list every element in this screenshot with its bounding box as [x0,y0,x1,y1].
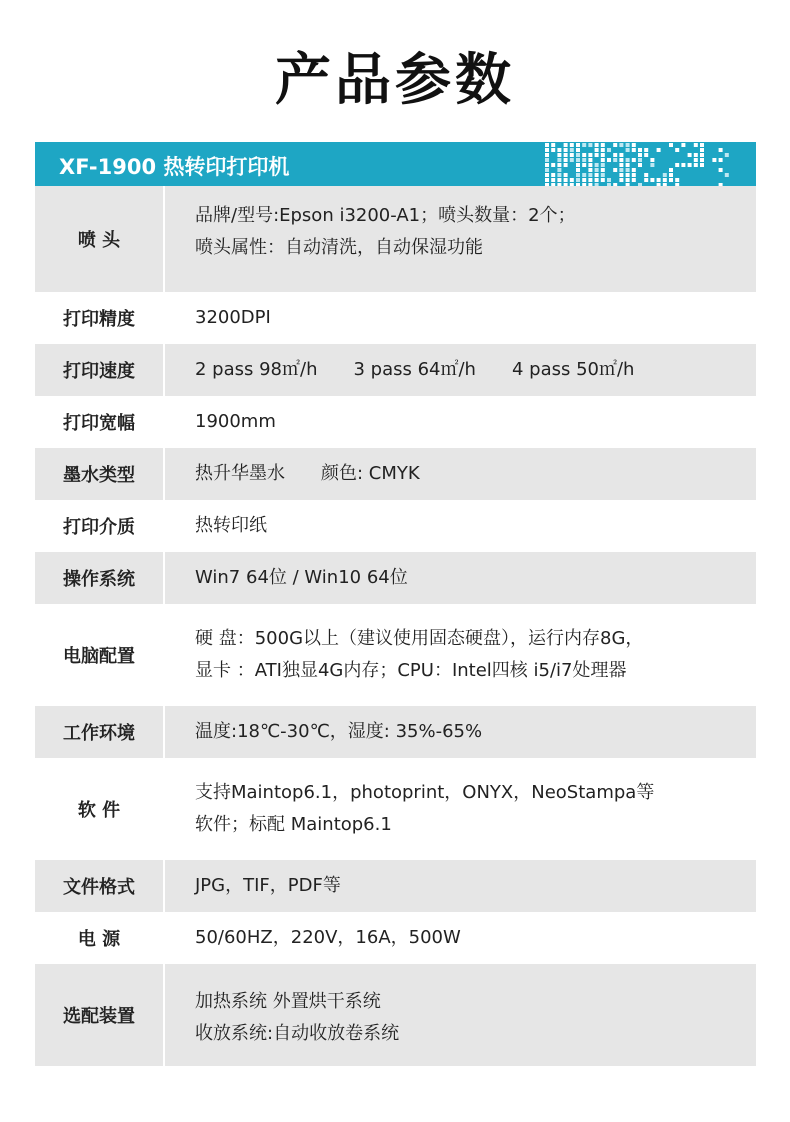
pixel-square [588,153,592,157]
pixel-square [545,178,549,182]
spec-value: 3200DPI [164,292,756,344]
pixel-square [619,163,623,167]
pixel-square [607,178,611,182]
pixel-square [557,173,561,177]
pixel-square [712,158,716,162]
pixel-square [601,163,605,167]
pixel-square [700,153,704,157]
pixel-square [657,148,661,152]
spec-label: 打印介质 [35,500,164,552]
pixel-square [595,148,599,152]
ink-color: 颜色: CMYK [321,463,420,484]
spec-value [164,448,756,500]
spec-label: 工作环境 [35,706,164,758]
spec-row-options [35,964,756,1066]
spec-value-line: 喷头属性：自动清洗，自动保湿功能 [195,237,483,258]
pixel-square [694,163,698,167]
pixel-square [669,143,673,147]
pixel-square [595,153,599,157]
spec-table [35,186,756,1066]
pixel-square [650,163,654,167]
pixel-square [719,148,723,152]
pixel-square [582,163,586,167]
spec-label: 打印速度 [35,344,164,396]
pixel-square [700,143,704,147]
pixel-square [700,148,704,152]
pixel-square [650,158,654,162]
pixel-square [607,158,611,162]
pixel-square [644,178,648,182]
pixel-square [619,168,623,172]
pixel-square [576,178,580,182]
pixel-square [588,178,592,182]
pixel-square [545,158,549,162]
pixel-square [619,153,623,157]
pixel-square [601,158,605,162]
pixel-square [570,158,574,162]
pixel-square [644,153,648,157]
pixel-square [588,173,592,177]
pixel-square [564,178,568,182]
pixel-square [632,158,636,162]
pixel-square [564,153,568,157]
spec-value-line: 支持Maintop6.1，photoprint，ONYX，NeoStampa等 [195,782,655,803]
pixel-square [626,158,630,162]
pixel-square [619,143,623,147]
spec-row-ink [35,448,756,500]
pixel-square [564,158,568,162]
spec-label: 打印精度 [35,292,164,344]
pixel-square [545,153,549,157]
spec-row-computer [35,604,756,706]
pixel-square [719,158,723,162]
pixel-square [650,178,654,182]
pixel-square [576,168,580,172]
pixel-square [632,178,636,182]
pixel-square [669,173,673,177]
pixel-square [576,143,580,147]
pixel-square [626,143,630,147]
pixel-square [601,178,605,182]
speed-3pass: 3 pass 64㎡/h [353,359,476,380]
spec-label: 电脑配置 [35,604,164,706]
pixel-square [551,173,555,177]
pixel-square [601,143,605,147]
pixel-square [576,163,580,167]
pixel-square [694,158,698,162]
pixel-square [564,173,568,177]
pixel-square [719,168,723,172]
pixel-square [613,143,617,147]
pixel-square [564,143,568,147]
pixel-square [669,178,673,182]
spec-value [164,758,756,860]
page-title: 产品参数 [275,48,515,113]
spec-value-line: 软件；标配 Maintop6.1 [195,814,392,835]
spec-value: 50/60HZ，220V，16A，500W [164,912,756,964]
pixel-square [595,178,599,182]
spec-value: 热转印纸 [164,500,756,552]
pixel-square [576,148,580,152]
pixel-pattern-decoration [543,142,756,186]
spec-row-environment [35,706,756,758]
pixel-square [626,168,630,172]
spec-value: 温度:18℃-30℃，湿度: 35%-65% [164,706,756,758]
pixel-square [694,153,698,157]
pixel-square [663,173,667,177]
pixel-square [582,173,586,177]
spec-value [164,186,756,292]
pixel-square [632,148,636,152]
pixel-square [576,153,580,157]
spec-value: Win7 64位 / Win10 64位 [164,552,756,604]
spec-value-line: 硬 盘：500G以上（建议使用固态硬盘），运行内存8G， [195,628,644,649]
pixel-square [675,163,679,167]
pixel-square [582,153,586,157]
pixel-square [582,178,586,182]
speed-2pass: 2 pass 98㎡/h [195,359,318,380]
pixel-square [688,163,692,167]
pixel-square [725,173,729,177]
pixel-square [588,143,592,147]
spec-label: 电 源 [35,912,164,964]
spec-label: 文件格式 [35,860,164,912]
pixel-square [632,143,636,147]
spec-row-printhead [35,186,756,292]
pixel-square [675,178,679,182]
pixel-square [619,173,623,177]
pixel-square [638,153,642,157]
pixel-square [619,178,623,182]
pixel-square [675,148,679,152]
pixel-square [588,163,592,167]
spec-value [164,604,756,706]
spec-value: JPG，TIF，PDF等 [164,860,756,912]
pixel-square [644,148,648,152]
speed-4pass: 4 pass 50㎡/h [511,359,635,380]
spec-row-resolution [35,292,756,344]
pixel-square [570,178,574,182]
pixel-square [669,168,673,172]
pixel-square [595,168,599,172]
pixel-square [700,163,704,167]
spec-label: 选配装置 [35,964,164,1066]
pixel-square [545,148,549,152]
pixel-square [601,148,605,152]
pixel-square [613,158,617,162]
pixel-square [632,173,636,177]
pixel-square [557,153,561,157]
pixel-square [551,143,555,147]
spec-value-line: 显卡 ：ATI独显4G内存；CPU：Intel四核 i5/i7处理器 [195,660,627,681]
spec-row-speed [35,344,756,396]
pixel-square [681,163,685,167]
pixel-square [551,163,555,167]
pixel-square [545,163,549,167]
pixel-square [545,168,549,172]
pixel-square [570,153,574,157]
pixel-square [551,148,555,152]
pixel-square [570,148,574,152]
pixel-square [626,148,630,152]
pixel-square [638,163,642,167]
pixel-square [595,163,599,167]
spec-label: 操作系统 [35,552,164,604]
pixel-square [582,143,586,147]
pixel-square [688,153,692,157]
spec-value [164,344,756,396]
pixel-square [545,143,549,147]
pixel-square [588,168,592,172]
product-header-bar [35,142,756,186]
pixel-square [570,143,574,147]
pixel-square [613,168,617,172]
pixel-square [557,178,561,182]
pixel-square [626,163,630,167]
pixel-square [657,178,661,182]
pixel-square [576,173,580,177]
pixel-square [557,158,561,162]
spec-value-line: 收放系统:自动收放卷系统 [195,1023,400,1044]
spec-row-os [35,552,756,604]
ink-type: 热升华墨水 [195,463,285,484]
pixel-square [644,173,648,177]
pixel-square [694,143,698,147]
pixel-square [557,168,561,172]
pixel-square [663,178,667,182]
pixel-square [557,148,561,152]
pixel-square [588,158,592,162]
spec-value-line: 加热系统 外置烘干系统 [195,991,381,1012]
spec-row-software [35,758,756,860]
pixel-square [681,143,685,147]
pixel-square [557,163,561,167]
pixel-square [551,178,555,182]
spec-value [164,964,756,1066]
spec-value: 1900mm [164,396,756,448]
pixel-square [564,148,568,152]
spec-row-width [35,396,756,448]
pixel-square [613,153,617,157]
pixel-square [619,158,623,162]
product-name: XF-1900 热转印打印机 [59,155,290,179]
pixel-square [626,173,630,177]
pixel-square [601,173,605,177]
pixel-square [582,158,586,162]
pixel-square [638,158,642,162]
pixel-square [626,178,630,182]
pixel-square [595,173,599,177]
pixel-square [595,143,599,147]
pixel-square [545,173,549,177]
spec-label: 打印宽幅 [35,396,164,448]
pixel-square [725,153,729,157]
pixel-square [638,148,642,152]
pixel-square [632,168,636,172]
spec-label: 喷 头 [35,186,164,292]
pixel-square [601,168,605,172]
pixel-square [576,158,580,162]
pixel-square [564,163,568,167]
pixel-square [601,153,605,157]
spec-row-file-format [35,860,756,912]
spec-row-power [35,912,756,964]
pixel-square [607,148,611,152]
spec-row-media [35,500,756,552]
pixel-square [700,158,704,162]
spec-label: 墨水类型 [35,448,164,500]
spec-label: 软 件 [35,758,164,860]
spec-value-line: 品牌/型号:Epson i3200-A1；喷头数量：2个； [195,205,576,226]
